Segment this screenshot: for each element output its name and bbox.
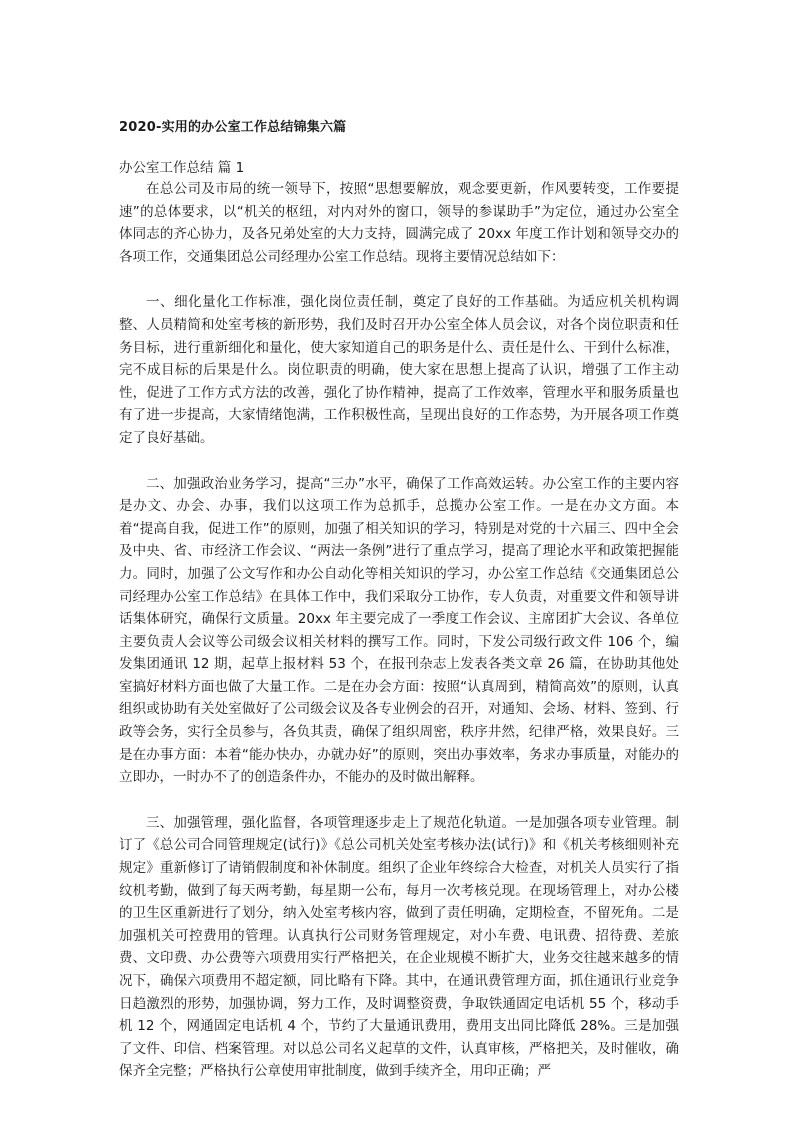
- intro-paragraph: 在总公司及市局的统一领导下，按照“思想要解放，观念要更新，作风要转变，工作要提速”的总体要求，以“机关的枢纽，对内对外的窗口，领导的参谋助手”为定位，通过办公室全体同志的齐心协力，及各兄弟处室的大力支持，圆满完成了 20xx 年度工作计划和领导交办的各项工作，交通集团总公司经理办公室工作总结。现将主要情况总结如下：: [119, 181, 679, 265]
- document-page: [119, 118, 679, 1083]
- paragraph-spacer: [119, 789, 679, 812]
- paragraph-spacer: [119, 450, 679, 473]
- paragraph-section-1: 一、细化量化工作标准，强化岗位责任制，奠定了良好的工作基础。为适应机关机构调整、人员精简和处室考核的新形势，我们及时召开办公室全体人员会议，对各个岗位职责和任务目标，进行重新细化和量化，使大家知道自己的职务是什么、责任是什么、干到什么标准，完不成目标的后果是什么。岗位职责的明确，使大家在思想上提高了认识，增强了工作主动性，促进了工作方式方法的改善，强化了协作精神，提高了工作效率，管理水平和服务质量也有了进一步提高，大家情绪饱满，工作积极性高，呈现出良好的工作态势，为开展各项工作奠定了良好基础。: [119, 294, 679, 446]
- section-heading: 办公室工作总结 篇 1: [119, 160, 245, 176]
- paragraph-spacer: [119, 268, 679, 291]
- paragraph-section-2: 二、加强政治业务学习，提高“三办”水平，确保了工作高效运转。办公室工作的主要内容是办文、办会、办事，我们以这项工作为总抓手，总揽办公室工作。一是在办文方面。本着“提高自我，促进工作”的原则，加强了相关知识的学习，特别是对党的十六届三、四中全会及中央、省、市经济工作会议、“两法一条例”进行了重点学习，提高了理论水平和政策把握能力。同时，加强了公文写作和办公自动化等相关知识的学习，办公室工作总结《交通集团总公司经理办公室工作总结》在具体工作中，我们采取分工协作，专人负责，对重要文件和领导讲话集体研究，确保行文质量。20xx 年主要完成了一季度工作会议、主席团扩大会议、各单位主要负责人会议等公司级会议相关材料的撰写工作。同时，下发公司级行政文件 106 个，编发集团通讯 12 期，起草上报材料 53 个，在报刊杂志上发表各类文章 26 篇，在协助其他处室搞好材料方面也做了大量工作。二是在办会方面：按照“认真周到，精简高效”的原则，认真组织或协助有关处室做好了公司级会议及各专业例会的召开，对通知、会场、材料、签到、行政等会务，实行全员参与，各负其责，确保了组织周密，秩序井然，纪律严格，效果良好。三是在办事方面：本着“能办快办，办就办好”的原则，突出办事效率，务求办事质量，对能办的立即办，一时办不了的创造条件办，不能办的及时做出解释。: [119, 475, 679, 786]
- document-title: 2020-实用的办公室工作总结锦集六篇: [119, 120, 347, 135]
- paragraph-section-3: 三、加强管理，强化监督，各项管理逐步走上了规范化轨道。一是加强各项专业管理。制订了《总公司合同管理规定(试行)》《总公司机关处室考核办法(试行)》和《机关考核细则补充规定》重新修订了请销假制度和补休制度。组织了企业年终综合大检查，对机关人员实行了指纹机考勤，做到了每天两考勤，每星期一公布，每月一次考核兑现。在现场管理上，对办公楼的卫生区重新进行了划分，纳入处室考核内容，做到了责任明确，定期检查，不留死角。二是加强机关可控费用的管理。认真执行公司财务管理规定，对小车费、电讯费、招待费、差旅费、文印费、办公费等六项费用实行严格把关，在企业规模不断扩大，业务交往越来越多的情况下，确保六项费用不超定额，同比略有下降。其中，在通讯费管理方面，抓住通讯行业竞争日趋激烈的形势，加强协调，努力工作，及时调整资费，争取铁通固定电话机 55 个，移动手机 12 个，网通固定电话机 4 个，节约了大量通讯费用，费用支出同比降低 28%。三是加强了文件、印信、档案管理。对以总公司名义起草的文件，认真审核，严格把关，及时催收，确保齐全完整；严格执行公章使用审批制度，做到手续齐全，用印正确；严: [119, 814, 679, 1080]
